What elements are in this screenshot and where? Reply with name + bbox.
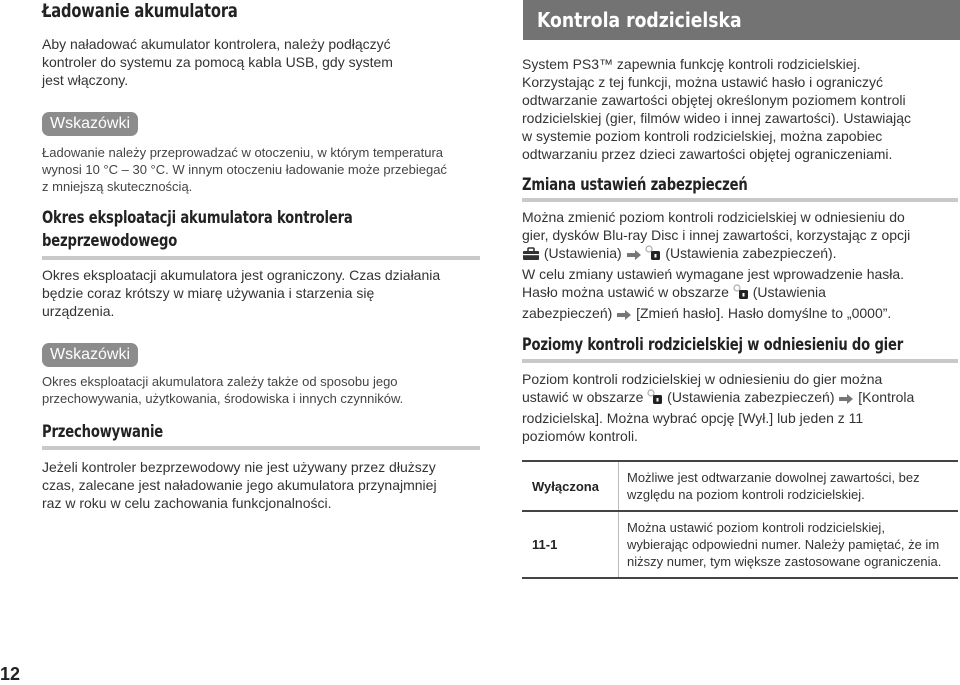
text-line: kontroler do systemu za pomocą kabla USB, gdy system: [42, 54, 393, 70]
bar-title: Kontrola rodzicielska: [537, 8, 742, 32]
divider: [42, 446, 480, 450]
text-segment: ustawić w obszarze: [522, 389, 644, 405]
text-line: [522, 244, 960, 265]
page-number: 12: [0, 664, 21, 684]
text-line: rodzicielskiej (gier, filmów wideo i innej zawartości). Ustawiając: [522, 110, 912, 126]
text-line: System PS3™ zapewnia funkcję kontroli rodzicielskiej.: [522, 56, 861, 72]
text-line: wynosi 10 °C – 30 °C. W innym otoczeniu ładowanie może przebiegać: [42, 162, 447, 177]
section-heading: Poziomy kontroli rodzicielskiej w odniesieniu do gier: [522, 335, 904, 355]
arrow-right-icon: [838, 391, 854, 409]
text-line: gier, dysków Blu-ray Disc i innej zawartości, korzystając z opcji: [522, 227, 911, 243]
text-line: Okres eksploatacji akumulatora jest ograniczony. Czas działania: [42, 267, 441, 283]
divider: [522, 198, 958, 202]
text-line: wybierając odpowiedni numer. Należy pamiętać, że im: [627, 537, 940, 552]
text-line: Ładowanie należy przeprowadzać w otoczeniu, w którym temperatura: [42, 145, 444, 160]
levels-table: [522, 460, 958, 579]
text-line: niższy numer, tym większe zastosowane ograniczenia.: [627, 554, 942, 569]
text-line: czas, zalecane jest naładowanie jego akumulatora przynajmniej: [42, 477, 437, 493]
text-line: odtwarzanie zawartości objętej określonym poziomem kontroli: [522, 92, 906, 108]
text-line: [522, 388, 960, 409]
section-heading: Zmiana ustawień zabezpieczeń: [522, 175, 748, 195]
text-line: jest włączony.: [42, 72, 129, 88]
text-segment: [Zmień hasło]. Hasło domyślne to „0000”.: [636, 305, 892, 321]
divider: [42, 256, 480, 260]
security-settings-paragraph: [522, 208, 960, 325]
tips-paragraph: [42, 144, 482, 195]
heading-line: bezprzewodowego: [42, 231, 178, 251]
table-key: Wyłączona: [522, 461, 619, 511]
text-line: Można ustawić poziom kontroli rodzicielskiej,: [627, 520, 885, 535]
text-line: rodzicielska]. Można wybrać opcję [Wył.] lub jeden z 11: [522, 410, 864, 426]
arrow-right-icon: [616, 307, 632, 325]
text-line: z mniejszą skutecznością.: [42, 179, 193, 194]
text-line: urządzenia.: [42, 303, 115, 319]
tips-paragraph: [42, 373, 482, 407]
toolbox-icon: [522, 247, 540, 265]
parental-intro: [522, 55, 958, 163]
security-lock-icon: [733, 284, 749, 304]
security-lock-icon: [647, 389, 663, 409]
table-row: [522, 461, 958, 511]
text-line: względu na poziom kontroli rodzicielskiej.: [627, 487, 865, 502]
text-line: Można zmienić poziom kontroli rodzicielskiej w odniesieniu do: [522, 209, 905, 225]
settings-label: (Ustawienia): [543, 245, 622, 261]
security-lock-icon: [645, 245, 661, 265]
game-levels-paragraph: [522, 370, 960, 445]
page-title: Ładowanie akumulatora: [42, 0, 238, 22]
tips-badge: Wskazówki: [42, 112, 138, 136]
text-line: Korzystając z tej funkcji, można ustawić hasło i ograniczyć: [522, 74, 884, 90]
arrow-right-icon: [626, 247, 642, 265]
text-line: Poziom kontroli rodzicielskiej w odniesieniu do gier można: [522, 371, 883, 387]
table-row: [522, 511, 958, 578]
table-value: [619, 511, 959, 578]
text-line: Jeżeli kontroler bezprzewodowy nie jest używany przez dłuższy: [42, 459, 436, 475]
text-line: odtwarzaniu przez dzieci zawartości objętej ograniczeniami.: [522, 146, 893, 162]
text-line: Możliwe jest odtwarzanie dowolnej zawartości, bez: [627, 470, 920, 485]
tips-badge: Wskazówki: [42, 343, 138, 367]
heading-line: Okres eksploatacji akumulatora kontrolera: [42, 208, 353, 228]
text-line: [522, 283, 960, 304]
text-segment: (Ustawienia: [752, 284, 826, 300]
text-line: raz w roku w celu zachowania funkcjonalności.: [42, 495, 332, 511]
table-value: [619, 461, 959, 511]
text-segment: [Kontrola: [858, 389, 915, 405]
security-settings-label: (Ustawienia zabezpieczeń).: [665, 245, 837, 261]
text-line: poziomów kontroli.: [522, 428, 638, 444]
storage-paragraph: [42, 458, 482, 512]
text-line: w systemie poziom kontroli rodzicielskiej, można zapobiec: [522, 128, 883, 144]
section-heading: [42, 207, 403, 253]
intro-paragraph: [42, 35, 482, 89]
divider: [522, 359, 958, 363]
section-title-bar: [523, 0, 960, 40]
text-line: Okres eksploatacji akumulatora zależy także od sposobu jego: [42, 374, 398, 389]
section-heading: Przechowywanie: [42, 422, 164, 442]
text-line: W celu zmiany ustawień wymagane jest wprowadzenie hasła.: [522, 266, 905, 282]
text-line: [522, 304, 960, 325]
text-segment: (Ustawienia zabezpieczeń): [667, 389, 835, 405]
text-line: przechowywania, użytkowania, środowiska i innych czynników.: [42, 391, 404, 406]
table-key: 11-1: [522, 511, 619, 578]
text-segment: zabezpieczeń): [522, 305, 613, 321]
text-segment: Hasło można ustawić w obszarze: [522, 284, 729, 300]
text-line: Aby naładować akumulator kontrolera, należy podłączyć: [42, 36, 391, 52]
text-line: będzie coraz krótszy w miarę używania i starzenia się: [42, 285, 375, 301]
battery-life-paragraph: [42, 266, 482, 320]
